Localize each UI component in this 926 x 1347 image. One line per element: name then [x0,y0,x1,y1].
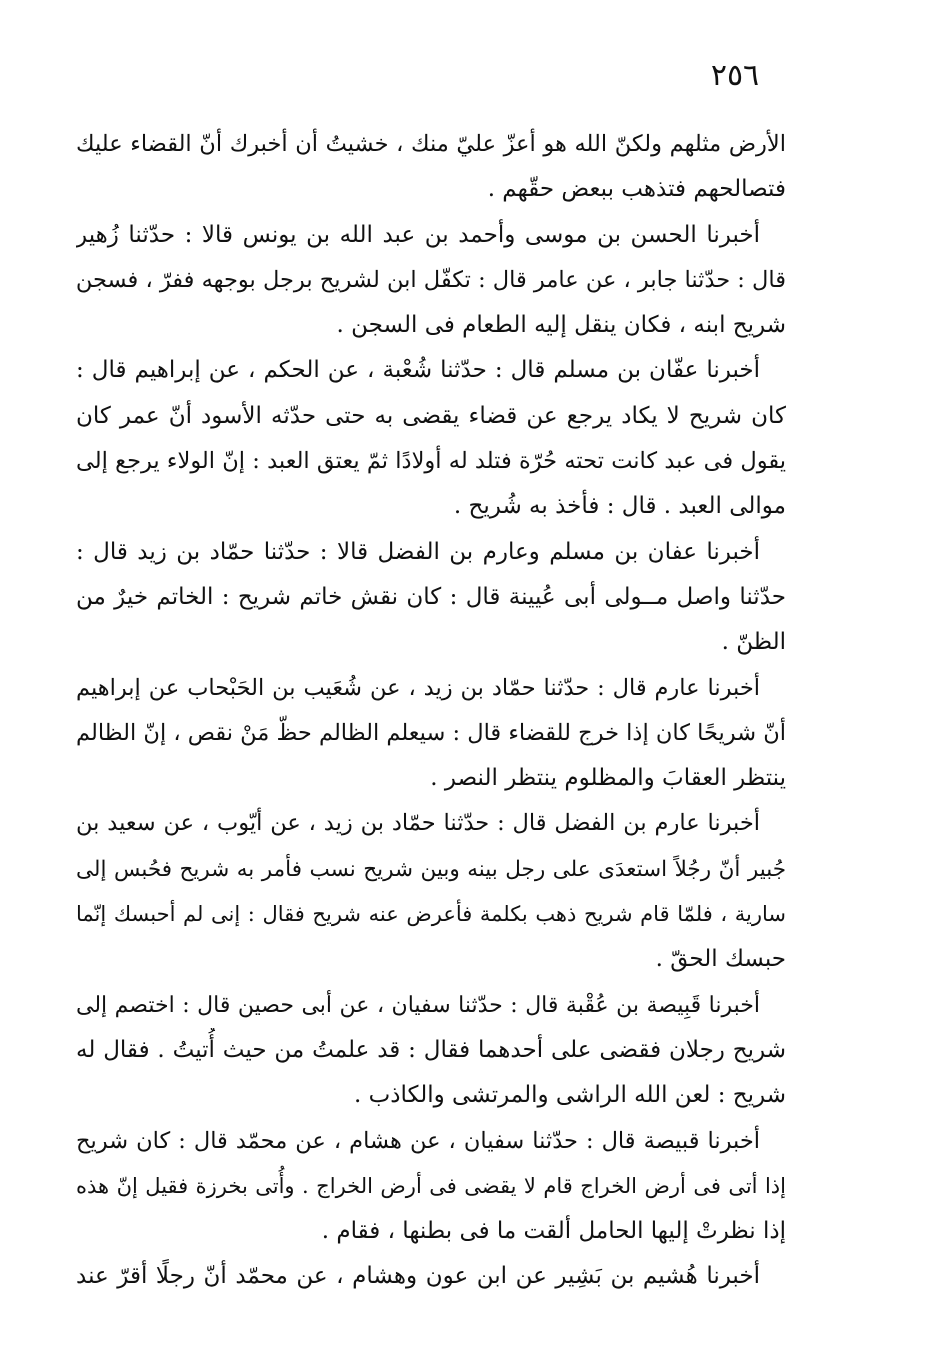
paragraph [76,1254,786,1299]
text-line: موالى العبد . قال : فأخذ به شُريح . [453,493,786,520]
text-line: إذا نظرتْ إليها الحامل ألقت ما فى بطنها ، فقام . [321,1218,786,1245]
text-line: شريح : لعن الله الراشى والمرتشى والكاذب . [353,1082,786,1109]
text-line: أنّ شريحًا كان إذا خرج للقضاء قال : سيعلم الظالم حظّ مَنْ نقص ، إنّ الظالم [76,719,786,746]
text-line: شريح رجلان فقضى على أحدهما فقال : قد علمتُ من حيث أُتيتُ . فقال له [76,1036,786,1063]
text-line: أخبرنا الحسن بن موسى وأحمد بن عبد الله بن يونس قالا : حدّثنا زُهير [76,221,760,248]
text-line: سارية ، فلمّا قام شريح ذهب بكلمة فأعرض عنه شريح فقال : إنى لم أحبسك إنّما [76,902,786,927]
paragraph [76,530,786,666]
text-line: فتصالحهم فتذهب ببعض حقّهم . [487,176,786,203]
paragraph [76,213,786,349]
text-line: شريح ابنه ، فكان ينقل إليه الطعام فى السجن . [336,312,786,339]
text-line: كان شريح لا يكاد يرجع عن قضاء يقضى به حتى حدّثه الأسود أنّ عمر كان [76,402,786,429]
text-line: أخبرنا قَبِيصة بن عُقْبة قال : حدّثنا سفيان ، عن أبى حصين قال : اختصم إلى [76,992,760,1018]
text-line: أخبرنا عفان بن مسلم وعارم بن الفضل قالا : حدّثنا حمّاد بن زيد قال : [76,538,760,565]
text-line: ينتظر العقابَ والمظلوم ينتظر النصر . [430,765,786,792]
text-line: الظنّ . [721,629,786,656]
page-number: ٢٥٦ [710,58,760,93]
text-line: قال : حدّثنا جابر ، عن عامر قال : تكفّل ابن لشريح برجل بوجهه ففرّ ، فسجن [76,266,786,293]
text-line: حبسك الحقّ . [655,946,786,973]
body-text [76,122,786,1300]
paragraph [76,666,786,802]
text-line: حدّثنا واصل مــولى أبى عُيينة قال : كان نقش خاتم شريح : الخاتم خيرٌ من [76,583,786,610]
text-line: أخبرنا هُشيم بن بَشِير عن ابن عون وهشام ، عن محمّد أنّ رجلًا أقرّ عند [76,1263,760,1290]
text-line: يقول فى عبد كانت تحته حُرّة فتلد له أولادًا ثمّ يعتق العبد : إنّ الولاء يرجع إلى [76,448,786,475]
text-line: أخبرنا عارم بن الفضل قال : حدّثنا حمّاد بن زيد ، عن أيّوب ، عن سعيد بن [76,810,760,837]
text-line: جُبير أنّ رجُلاً استعدَى على رجل بينه وبين شريح نسب فأمر به شريح فحُبس إلى [76,856,786,882]
paragraph [76,1119,786,1255]
text-line: أخبرنا قبيصة قال : حدّثنا سفيان ، عن هشام ، عن محمّد قال : كان شريح [76,1127,760,1154]
paragraph [76,122,786,213]
paragraph [76,348,786,529]
paragraph [76,983,786,1119]
text-line: الأرض مثلهم ولكنّ الله هو أعزّ عليّ منك ، خشيتُ أن أخبرك أنّ القضاء عليك [76,131,786,157]
text-line: أخبرنا عفّان بن مسلم قال : حدّثنا شُعْبة ، عن الحكم ، عن إبراهيم قال : [76,357,760,384]
text-line: أخبرنا عارم قال : حدّثنا حمّاد بن زيد ، عن شُعَيب بن الحَبْحاب عن إبراهيم [76,674,760,701]
text-line: إذا أتى فى أرض الخراج قام لا يقضى فى أرض الخراج . وأُتى بخرزة فقيل إنّ هذه [76,1173,786,1198]
paragraph [76,801,786,982]
